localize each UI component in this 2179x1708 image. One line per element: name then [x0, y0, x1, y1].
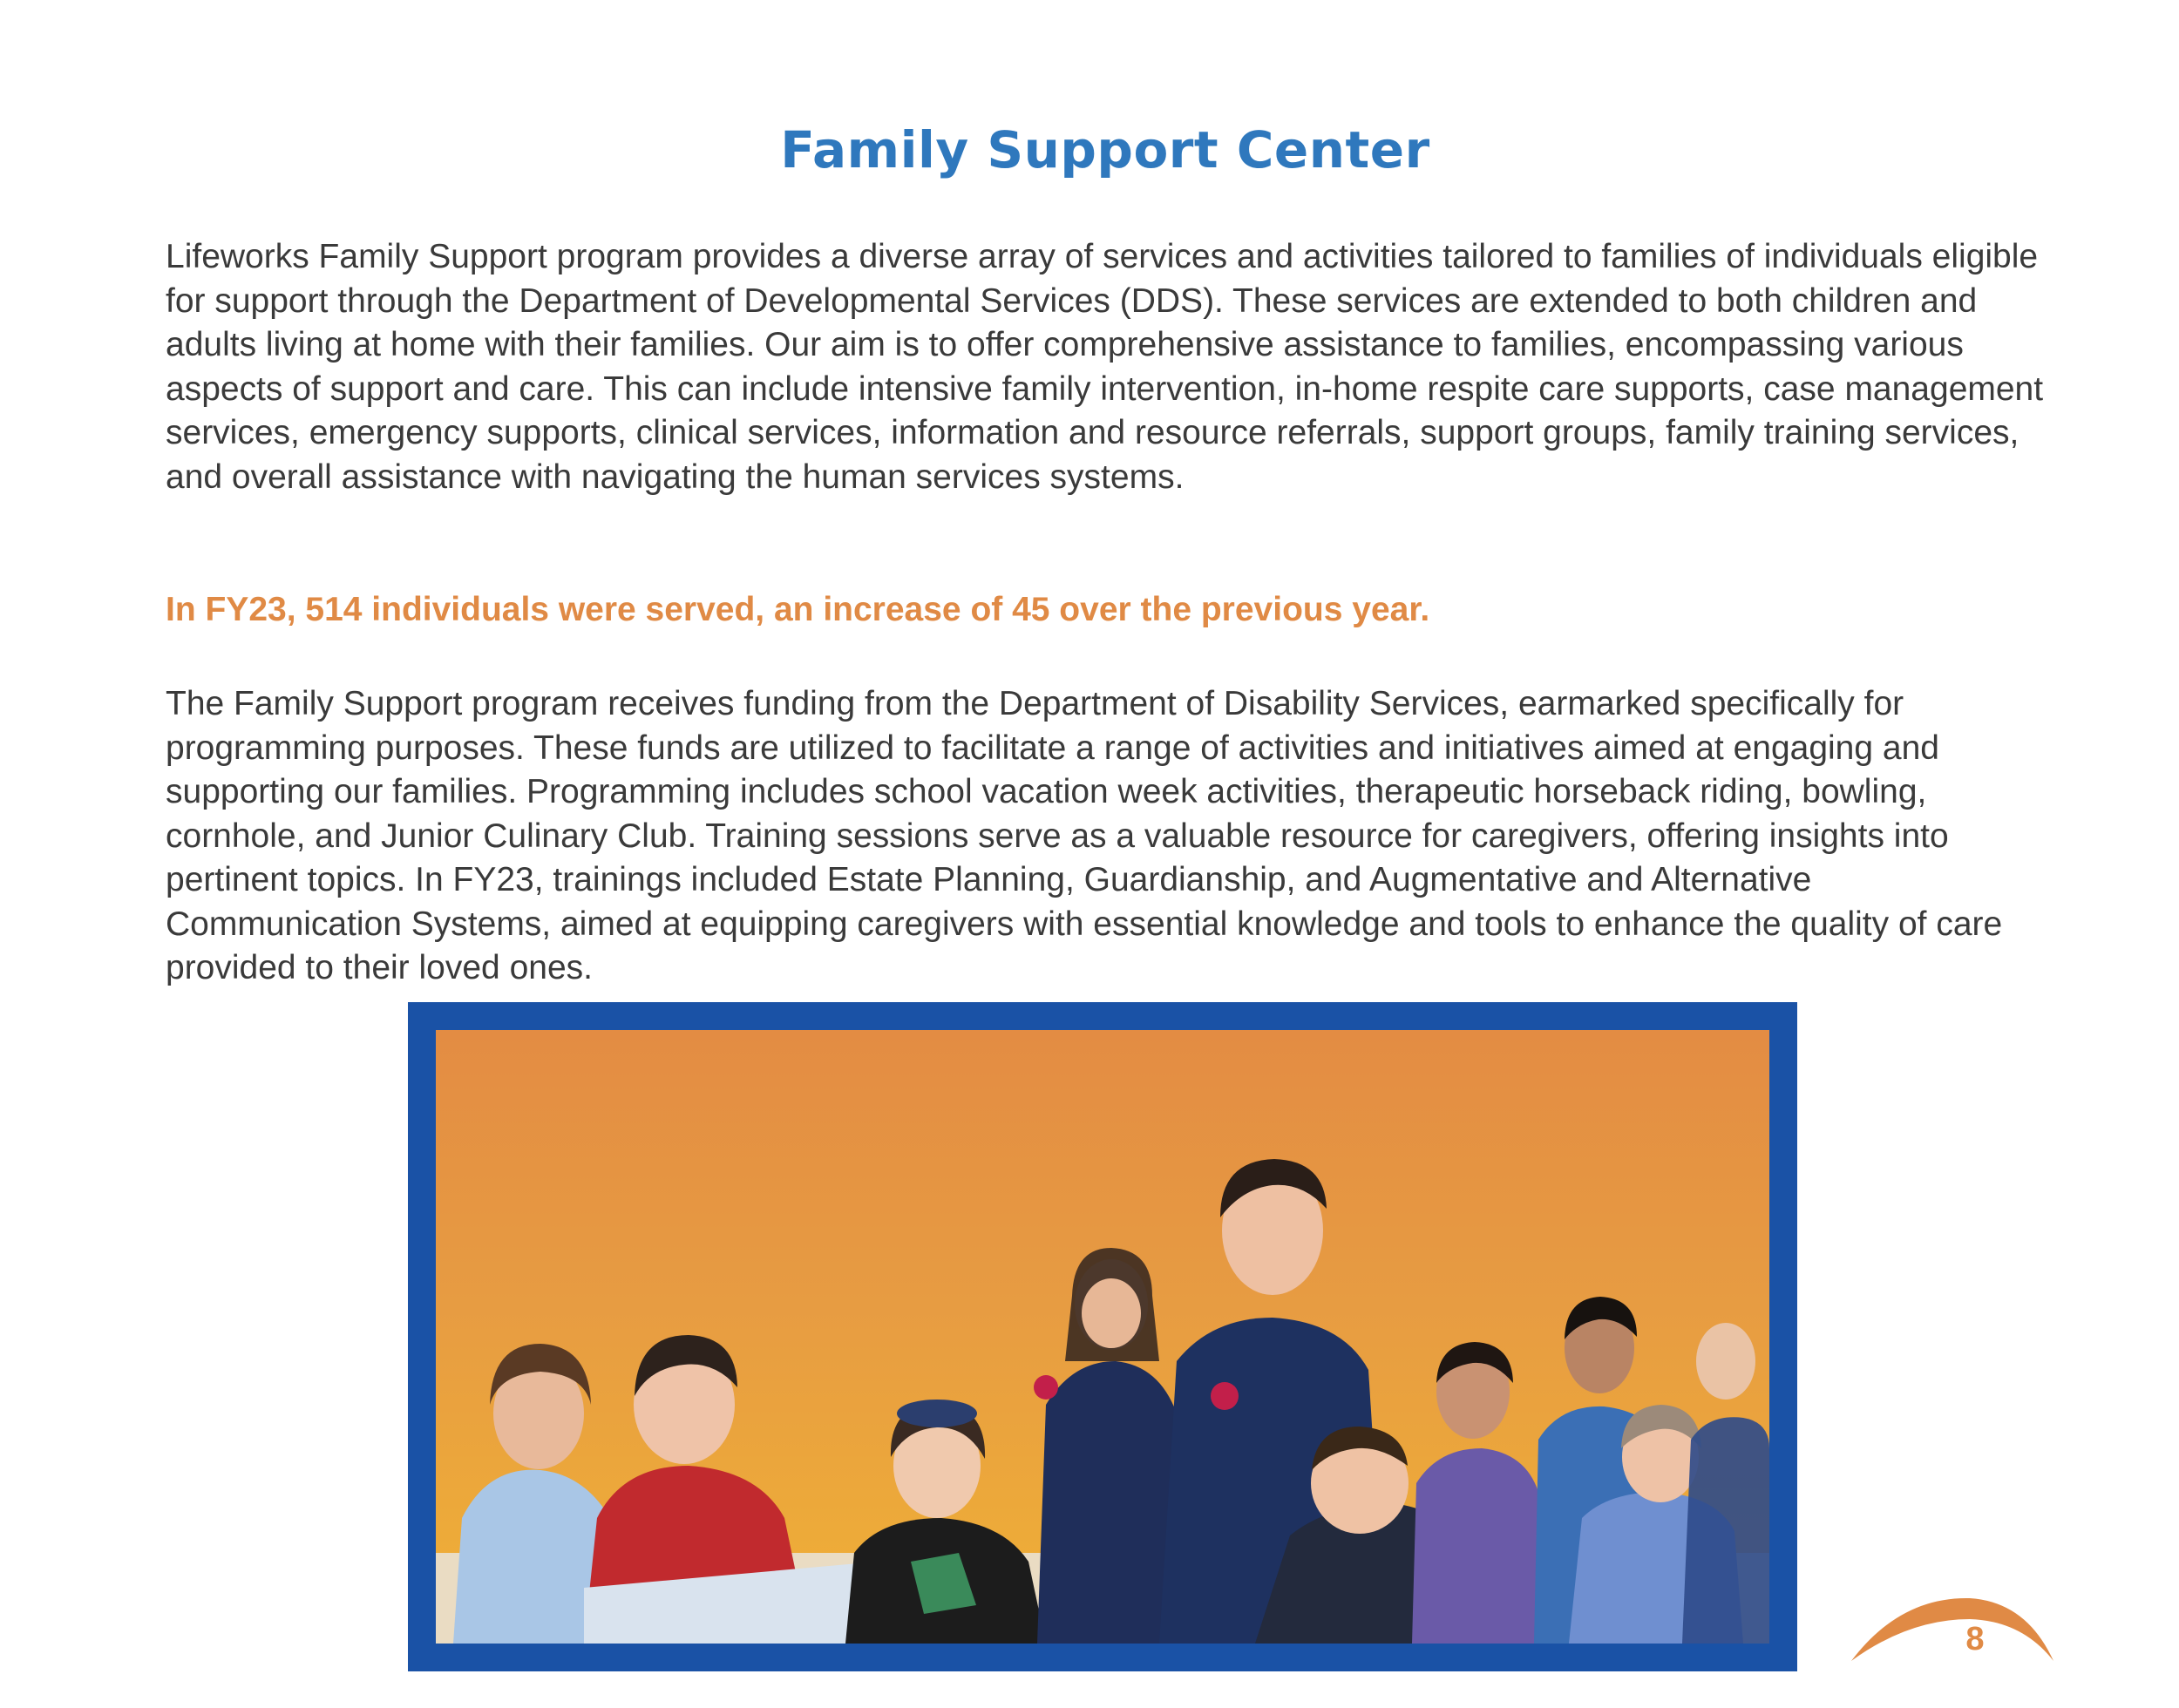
page-title: Family Support Center	[780, 120, 1430, 180]
photo-collage-illustration	[436, 1030, 1769, 1644]
intro-paragraph: Lifeworks Family Support program provides a diverse array of services and activities tailored to families of individuals eligible for support through the Department of Developmental Services (DDS). These services are extended to both children and adults living at home with their families. Our aim is to offer comprehensive assistance to families, encompassing various aspects of support and care. This can include intensive family intervention, in-home respite care supports, case management services, emergency supports, clinical services, information and resource referrals, support groups, family training services, and overall assistance with navigating the human services systems.	[166, 238, 2044, 496]
fy23-highlight: In FY23, 514 individuals were served, an increase of 45 over the previous year.	[166, 591, 1430, 628]
page-number: 8	[1965, 1621, 1985, 1657]
program-photo-collage	[436, 1030, 1769, 1644]
person-woman-background	[1682, 1323, 1769, 1644]
person-boy-striped-shirt	[1412, 1342, 1543, 1644]
photo-frame	[408, 1002, 1797, 1671]
funding-paragraph: The Family Support program receives funding from the Department of Disability Services, earmarked specifically for programming purposes. These funds are utilized to facilitate a range of activities and initiatives aimed at engaging and supporting our families. Programming includes school vacation week activities, therapeutic horseback riding, bowling, cornhole, and Junior Culinary Club. Training sessions serve as a valuable resource for caregivers, offering insights into pertinent topics. In FY23, trainings included Estate Planning, Guardianship, and Augmentative and Alternative Communication Systems, aimed at equipping caregivers with essential knowledge and tools to enhance the quality of care provided to their loved ones.	[166, 685, 2003, 986]
person-kid-black-shirt	[845, 1400, 1046, 1644]
